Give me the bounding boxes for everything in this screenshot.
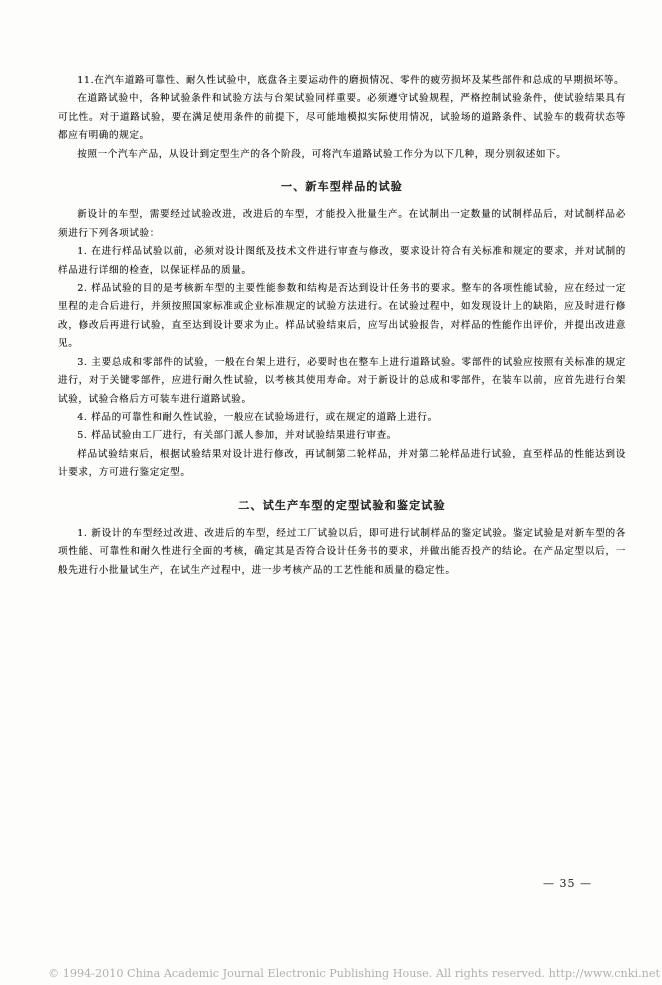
paragraph: 新设计的车型，需要经过试验改进，改进后的车型，才能投入批量生产。在试制出一定数量的试制样品后，对试制样品必须进行下列各项试验：	[58, 209, 626, 239]
paragraph: 样品试验结束后，根据试验结果对设计进行修改，再试制第二轮样品，并对第二轮样品进行试验，直至样品的性能达到设计要求，方可进行鉴定定型。	[58, 448, 626, 479]
section-heading: 二、试生产车型的定型试验和鉴定试验	[238, 498, 446, 512]
page-number: — 35 —	[543, 877, 592, 890]
paragraph: 按照一个汽车产品，从设计到定型生产的各个阶段，可将汽车道路试验工作分为以下几种，现分别叙述如下。	[77, 148, 567, 160]
paragraph: 4. 样品的可靠性和耐久性试验，一般应在试验场进行，或在规定的道路上进行。	[77, 411, 438, 423]
paragraph: 11.在汽车道路可靠性、耐久性试验中，底盘各主要运动件的磨损情况、零件的疲劳损坏及某些部件和总成的早期损坏等。	[77, 75, 625, 86]
section-heading: 一、新车型样品的试验	[281, 180, 403, 194]
paragraph: 5. 样品试验由工厂进行，有关部门派人参加，并对试验结果进行审查。	[77, 430, 398, 442]
paragraph: 2. 样品试验的目的是考核新车型的主要性能参数和结构是否达到设计任务书的要求。整车的各项性能试验，应在经过一定里程的走合后进行，并须按照国家标准或企业标准规定的试验方法进行。在试验过程中，如发现设计上的缺陷，应及时进行修改，修改后再进行试验，直至达到设计要求为止。样品试验结束后，应写出试验报告，对样品的性能作出评价，并提出改进意见。	[58, 283, 626, 350]
copyright-footer: © 1994-2010 China Academic Journal Electronic Publishing House. All rights reserved. http://www.cnki.net	[48, 967, 660, 980]
paragraph: 1. 新设计的车型经过改进、改进后的车型，经过工厂试验以后，即可进行试制样品的鉴定试验。鉴定试验是对新车型的各项性能、可靠性和耐久性进行全面的考核，确定其是否符合设计任务书的要求，并做出能否投产的结论。在产品定型以后，一般先进行小批量试生产，在试生产过程中，进一步考核产品的工艺性能和质量的稳定性。	[58, 527, 626, 576]
paragraph: 1. 在进行样品试验以前，必须对设计图纸及技术文件进行审查与修改，要求设计符合有关标准和规定的要求，并对试制的样品进行详细的检查，以保证样品的质量。	[58, 246, 626, 276]
paragraph: 在道路试验中，各种试验条件和试验方法与台架试验同样重要。必须遵守试验规程，严格控制试验条件，使试验结果具有可比性。对于道路试验，要在满足使用条件的前提下，尽可能地模拟实际使用情况，试验场的道路条件、试验车的载荷状态等都应有明确的规定。	[58, 93, 626, 142]
paragraph: 3. 主要总成和零部件的试验，一般在台架上进行，必要时也在整车上进行道路试验。零部件的试验应按照有关标准的规定进行，对于关键零部件，应进行耐久性试验，以考核其使用寿命。对于新设计的总成和零部件，在装车以前，应首先进行台架试验，试验合格后方可装车进行道路试验。	[58, 356, 626, 405]
article-body	[58, 72, 626, 580]
